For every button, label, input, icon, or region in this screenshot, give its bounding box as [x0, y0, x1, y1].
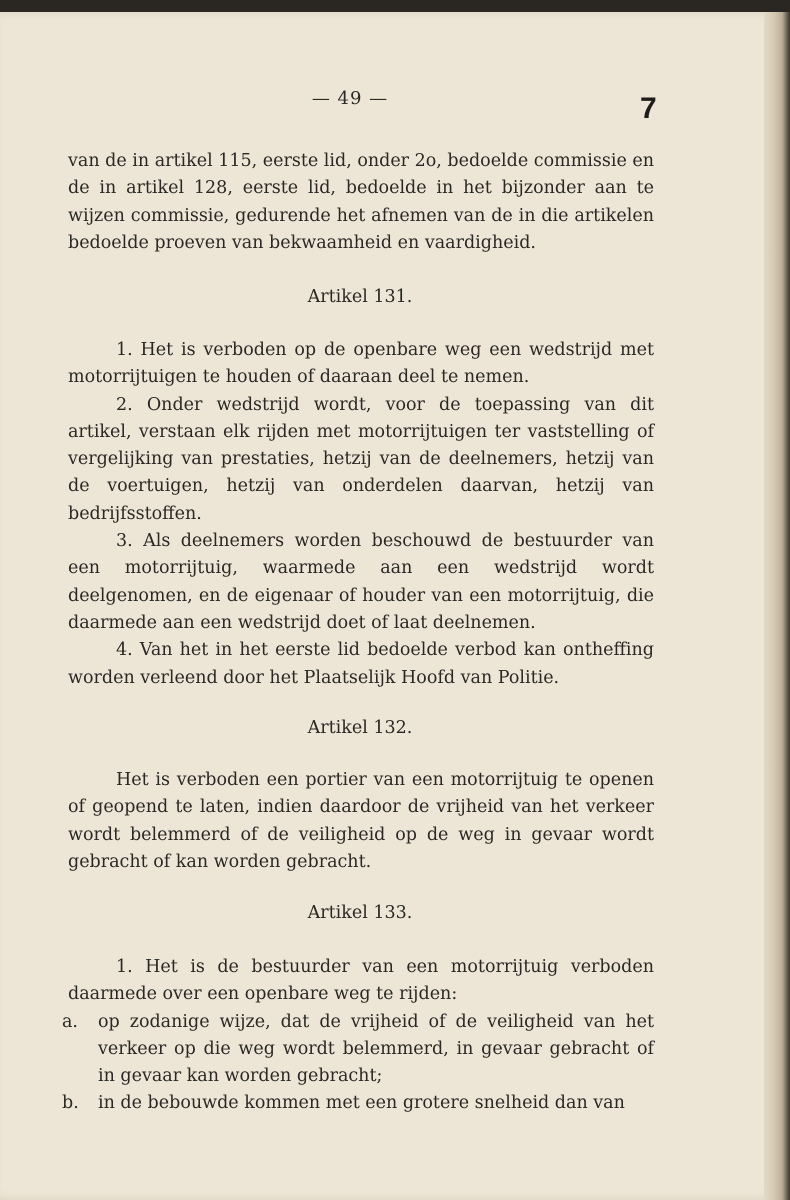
item-a-marker: a. [62, 1011, 78, 1032]
article-131-para-3: 3. Als deelnemers worden beschouwd de bestuurder van een motorrijtuig, waarmede aan een wedstrijd wordt deelgenomen, en de eigenaar of houder van een motorrijtuig, die daarmede aan een wedstrijd doet of laat deelnemen. [68, 531, 654, 633]
article-133-heading: Artikel 133. [307, 903, 413, 923]
article-133-para-1: 1. Het is de bestuurder van een motorrijtuig verboden daarmede over een openbare weg te rijden: [68, 957, 654, 1005]
page-edge [764, 12, 790, 1200]
article-132-para-1: Het is verboden een portier van een motorrijtuig te openen of geopend te laten, indien daardoor de vrijheid van het verkeer wordt belemmerd of de veiligheid op de weg in gevaar wordt gebracht of kan worden gebracht. [68, 770, 654, 872]
opening-paragraph [68, 148, 654, 257]
page-number: — 49 — [311, 88, 389, 109]
item-b-marker: b. [62, 1093, 79, 1114]
article-131-para-2: 2. Onder wedstrijd wordt, voor de toepassing van dit artikel, verstaan elk rijden met motorrijtuigen ter vaststelling of vergelijking van prestaties, hetzij van de deelnemers, hetzij van de voertuigen, hetzij van onderdelen daarvan, hetzij van bedrijfsstoffen. [68, 394, 654, 524]
article-133-body [62, 954, 654, 1118]
opening-text: van de in artikel 115, eerste lid, onder 2o, bedoelde commissie en de in artikel 128, eerste lid, bedoelde in het bijzonder aan te wijzen commissie, gedurende het afnemen van de in die artikelen bedoelde proeven van bekwaamheid en vaardigheid. [68, 151, 655, 253]
item-b-text: in de bebouwde kommen met een grotere snelheid dan van [98, 1093, 625, 1114]
item-a-text: op zodanige wijze, dat de vrijheid of de veiligheid van het verkeer op die weg wordt belemmerd, in gevaar gebracht of in gevaar kan worden gebracht; [98, 1011, 654, 1087]
article-131-para-4: 4. Van het in het eerste lid bedoelde verbod kan ontheffing worden verleend door het Plaatselijk Hoofd van Politie. [68, 640, 654, 688]
article-132-heading: Artikel 132. [307, 718, 413, 738]
article-131-para-1: 1. Het is verboden op de openbare weg een wedstrijd met motorrijtuigen te houden of daaraan deel te nemen. [68, 340, 654, 388]
article-131-body [68, 337, 654, 692]
article-133-item-b [62, 1090, 654, 1117]
signature-mark: 7 [640, 92, 657, 125]
article-131-heading: Artikel 131. [307, 287, 413, 307]
article-132-body [68, 767, 654, 876]
article-133-item-a [62, 1009, 654, 1091]
